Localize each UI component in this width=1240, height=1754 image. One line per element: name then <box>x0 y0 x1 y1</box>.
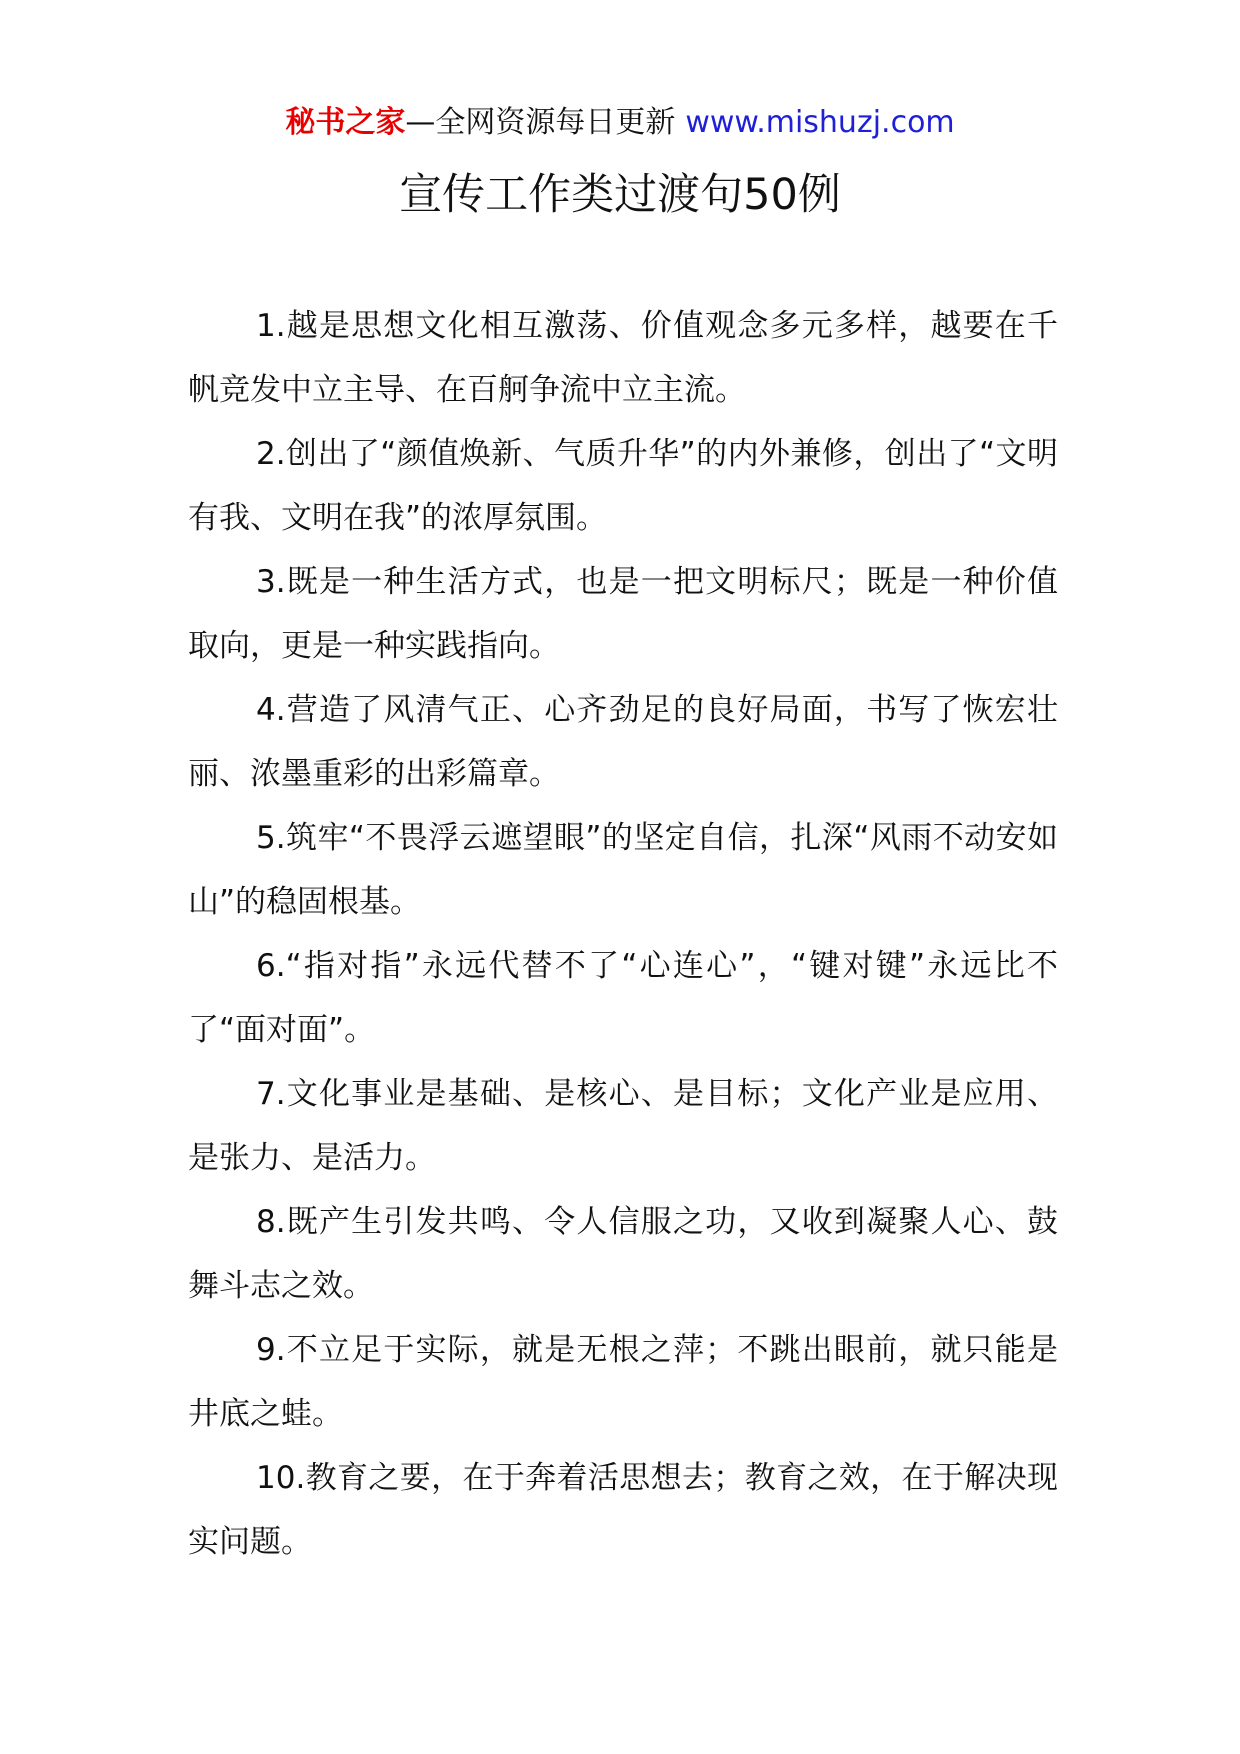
site-header <box>0 100 1240 146</box>
transition-sentence-item: 3.既是一种生活方式，也是一把文明标尺；既是一种价值取向，更是一种实践指向。 <box>188 564 1058 664</box>
transition-sentence-item: 5.筑牢“不畏浮云遮望眼”的坚定自信，扎深“风雨不动安如山”的稳固根基。 <box>188 820 1058 920</box>
transition-sentence-item: 9.不立足于实际，就是无根之萍；不跳出眼前，就只能是井底之蛙。 <box>188 1332 1058 1432</box>
document-body <box>188 294 1058 1574</box>
transition-sentence-item: 7.文化事业是基础、是核心、是目标；文化产业是应用、是张力、是活力。 <box>188 1076 1058 1176</box>
transition-sentence-item: 6.“指对指”永远代替不了“心连心”，“键对键”永远比不了“面对面”。 <box>188 948 1058 1048</box>
site-url-link[interactable]: www.mishuzj.com <box>685 105 955 140</box>
header-tagline: —全网资源每日更新 <box>405 105 676 140</box>
document-title: 宣传工作类过渡句50例 <box>399 170 841 220</box>
transition-sentence-item: 2.创出了“颜值焕新、气质升华”的内外兼修，创出了“文明有我、文明在我”的浓厚氛围。 <box>188 436 1058 536</box>
transition-sentence-item: 4.营造了风清气正、心齐劲足的良好局面，书写了恢宏壮丽、浓墨重彩的出彩篇章。 <box>188 692 1058 792</box>
brand-name: 秘书之家 <box>285 105 406 140</box>
transition-sentence-item: 10.教育之要，在于奔着活思想去；教育之效，在于解决现实问题。 <box>188 1460 1058 1560</box>
transition-sentence-item: 8.既产生引发共鸣、令人信服之功，又收到凝聚人心、鼓舞斗志之效。 <box>188 1204 1058 1304</box>
transition-sentence-item: 1.越是思想文化相互激荡、价值观念多元多样，越要在千帆竞发中立主导、在百舸争流中立主流。 <box>188 308 1058 408</box>
